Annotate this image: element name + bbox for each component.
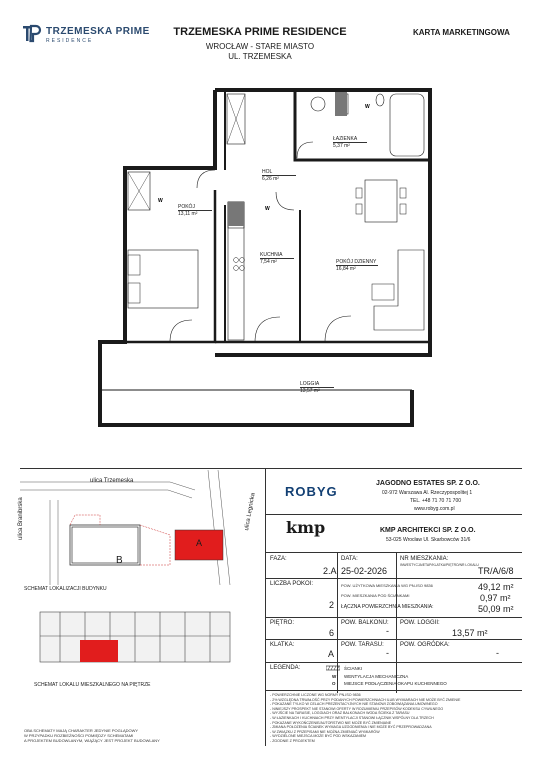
coffee-table xyxy=(372,284,394,300)
legend-hood: MIEJSCE PODŁĄCZENIA OKAPU KUCHENNEGO xyxy=(344,681,447,686)
architect-address: 53-025 Wrocław Ul. Skarbowców 31/6 xyxy=(386,537,471,543)
klatka-value: A xyxy=(328,649,335,659)
pokoje-value: 2 xyxy=(329,600,335,610)
note-item: - W ŁAZIENKACH I KUCHNIACH PRZY WENTYLACJI STANOWI ŁĄCZNIK WSPÓLNY DLA TRZECH xyxy=(270,715,434,720)
caption-building: SCHEMAT LOKALIZACJI BUDYNKU xyxy=(24,586,107,592)
ogrodek-label: POW. OGRÓDKA: xyxy=(400,642,450,648)
grid-hline-2 xyxy=(266,617,522,618)
logo-mark-icon xyxy=(22,24,42,44)
architect-brand: kmp xyxy=(286,518,326,537)
street-right-label: ulica Legnicka xyxy=(244,492,257,532)
grid-hline-4 xyxy=(266,662,522,663)
frame-top-line xyxy=(20,468,522,469)
developer-brand: ROBYG xyxy=(285,484,338,499)
page-title: TRZEMESKA PRIME RESIDENCE xyxy=(173,26,347,38)
uz-label: POW. UŻYTKOWA MIESZKANIA WG PN-ISO 9836 xyxy=(341,583,433,588)
loggia-label: POW. LOGGII: xyxy=(400,620,440,626)
taras-label: POW. TARASU: xyxy=(341,642,384,648)
developer-divider xyxy=(266,514,522,515)
page-subtitle-city: WROCŁAW - STARE MIASTO xyxy=(205,42,315,51)
loggia-value: 13,57 m² xyxy=(452,628,488,638)
sofa xyxy=(374,250,424,330)
note-item: - ZMIANA POŁOŻENIA ŚCIANEK WYMAGA UZGODNIENIA I NIE MOŻE BYĆ PRZEPROWADZANA xyxy=(270,725,432,730)
faza-value: 2.A xyxy=(323,566,337,576)
building-a-label: A xyxy=(196,538,203,548)
building-b-shape xyxy=(72,527,138,563)
legend-vent: WENTYLACJA MECHANICZNA xyxy=(344,674,409,679)
bathtub xyxy=(390,94,424,156)
balkon-label: POW. BALKONU: xyxy=(341,620,389,626)
legend-walls: ŚCIANKI xyxy=(344,666,363,671)
door-kitchen xyxy=(276,192,294,210)
grid-vline-1 xyxy=(337,553,338,693)
page-subtitle-street: UL. TRZEMESKA xyxy=(228,52,292,61)
nr-label: NR MIESZKANIA: xyxy=(400,556,449,562)
data-value: 25-02-2026 xyxy=(341,566,388,576)
note-item: - POKAZANE WYKOŃCZENIE/AUTORSTWO NIE MOŻE BYĆ ZMIENIANE xyxy=(270,720,392,725)
nr-value: TR/A/6/8 xyxy=(478,566,514,576)
room-hol: HOL 6,26 m² xyxy=(262,169,296,182)
door-loggia-living xyxy=(325,316,351,342)
developer-address: 02-972 Warszawa Al. Rzeczypospolitej 1 xyxy=(382,490,473,496)
note-item: - W ZWIĄZKU Z PRZEPISAMI NIE MOŻNA ZMIENIAĆ WYMIARÓW xyxy=(270,729,380,734)
note-item: - WYDZIELONE MIEJSCA MOŻE BYĆ POD WSKAZANIEM xyxy=(270,734,367,739)
dining-table xyxy=(365,180,397,222)
door-hall-room xyxy=(197,170,215,188)
location-map xyxy=(20,470,264,585)
architect-divider xyxy=(266,552,522,553)
room-kuchnia: KUCHNIA 7,54 m² xyxy=(260,252,294,265)
note-item: - ZGODNIE Z PROJEKTEM xyxy=(270,738,315,743)
uz-value: 49,12 m² xyxy=(478,582,514,592)
note-item: - NINIEJSZY PROSPEKT NIE STANOWI OFERTY W ROZUMIENIU PRZEPISÓW KODEKSU CYWILNEGO xyxy=(270,706,444,711)
pokoje-label: LICZBA POKOI: xyxy=(270,581,314,587)
sc-value: 0,97 m² xyxy=(480,593,511,603)
schema-note: OBA SCHEMATY MAJĄ CHARAKTER JEDYNIE POGLĄDOWY W PRZYPADKU ROZBIEŻNOŚCI POMIĘDZY SCHEMATAMI A PROJEKTEM BUDOWLANYM, WIĄŻĄCY JEST PROJEKT BUDOWLANY xyxy=(24,728,160,743)
logo xyxy=(22,24,150,46)
faza-label: FAZA: xyxy=(270,556,287,562)
vent-shaft xyxy=(228,202,244,226)
street-left-label: ulica Branibrska xyxy=(18,497,24,540)
pietro-value: 6 xyxy=(329,628,335,638)
room-pokoj: POKÓJ 13,11 m² xyxy=(178,204,212,217)
note-item: - 2% WZGLĘDNA TRWAŁOŚĆ PRZY PODANYCH POWIERZCHNIACH ILUB WYMIARACH NIE MOŻE BYĆ ZMIENIE xyxy=(270,697,461,702)
taras-value: - xyxy=(386,648,389,658)
frame-vertical xyxy=(265,468,266,746)
vent-mark-hall: W xyxy=(158,198,163,204)
note-item: - WYJŚCIE NA TARASIE, LOGGIACH ORAZ BALKONACH WODA ŚCIEKA Z TARASU xyxy=(270,711,410,716)
sc-label: POW. MIESZKANIA POD ŚCIANKAMI xyxy=(341,593,410,598)
caption-floor: SCHEMAT LOKALU MIESZKALNEGO NA PIĘTRZE xyxy=(34,682,151,688)
logo-subtext: RESIDENCE xyxy=(46,38,94,44)
washer xyxy=(311,97,325,111)
legend-hood-mark: O xyxy=(332,681,336,686)
grid-vline-2 xyxy=(396,553,397,693)
data-label: DATA: xyxy=(341,556,358,562)
vent-mark: W xyxy=(365,104,370,110)
document-type: KARTA MARKETINGOWA xyxy=(413,28,510,37)
logo-text: TRZEMESKA PRIME xyxy=(46,26,150,37)
room-lazienka: ŁAZIENKA 5,37 m² xyxy=(333,136,367,149)
architect-name: KMP ARCHITEKCI SP. Z O.O. xyxy=(380,527,476,534)
grid-hline-1 xyxy=(266,578,522,579)
grid-hline-5 xyxy=(266,690,522,691)
vent-shaft-bath xyxy=(335,92,347,116)
legend-walls-icon xyxy=(326,665,340,671)
developer-web: www.robyg.com.pl xyxy=(414,506,455,512)
notes-list xyxy=(270,693,520,744)
note-item: - POWIERZCHNIE LICZONE WG NORMY PN-ISO 9836 xyxy=(270,693,361,697)
vent-mark-kitchen: W xyxy=(265,206,270,212)
klatka-label: KLATKA: xyxy=(270,642,295,648)
building-b-label: B xyxy=(116,555,123,566)
lacz-value: 50,09 m² xyxy=(478,604,514,614)
door-loggia-kitchen xyxy=(255,317,280,342)
street-top-label: ulica Trzemeska xyxy=(90,478,134,484)
grid-hline-3 xyxy=(266,639,522,640)
floor-schematic xyxy=(30,610,255,670)
balkon-value: - xyxy=(386,626,389,636)
legend-vent-mark: W xyxy=(332,674,337,679)
apartment-highlight xyxy=(80,640,118,662)
developer-name: JAGODNO ESTATES SP. Z O.O. xyxy=(376,480,480,487)
door-loggia-room xyxy=(170,320,192,342)
bed xyxy=(128,250,198,308)
pietro-label: PIĘTRO: xyxy=(270,620,295,626)
lacz-label: ŁĄCZNA POWIERZCHNIA MIESZKANIA: xyxy=(341,604,434,610)
toilet xyxy=(376,94,384,106)
developer-phone: TEL. +48 71 70 71 700 xyxy=(410,498,462,504)
note-item: - POKAZANE TYLKO W CELACH PREZENTACYJNYCH NIE STANOWI ZOBOWIĄZANIA UMOWNEGO xyxy=(270,702,438,707)
legend-title: LEGENDA: xyxy=(270,665,301,671)
nr-sublabel: INWESTYCJA/ETAP/KLATKA/PIĘTRO/NR LOKALU xyxy=(400,563,479,567)
room-pokoj-dzienny: POKÓJ DZIENNY 16,84 m² xyxy=(336,259,377,272)
room-loggia: LOGGIA 13,57 m² xyxy=(300,381,334,394)
bath-wall xyxy=(295,90,430,160)
door-bath xyxy=(297,142,313,158)
outer-wall xyxy=(215,90,430,355)
ogrodek-value: - xyxy=(496,648,499,658)
